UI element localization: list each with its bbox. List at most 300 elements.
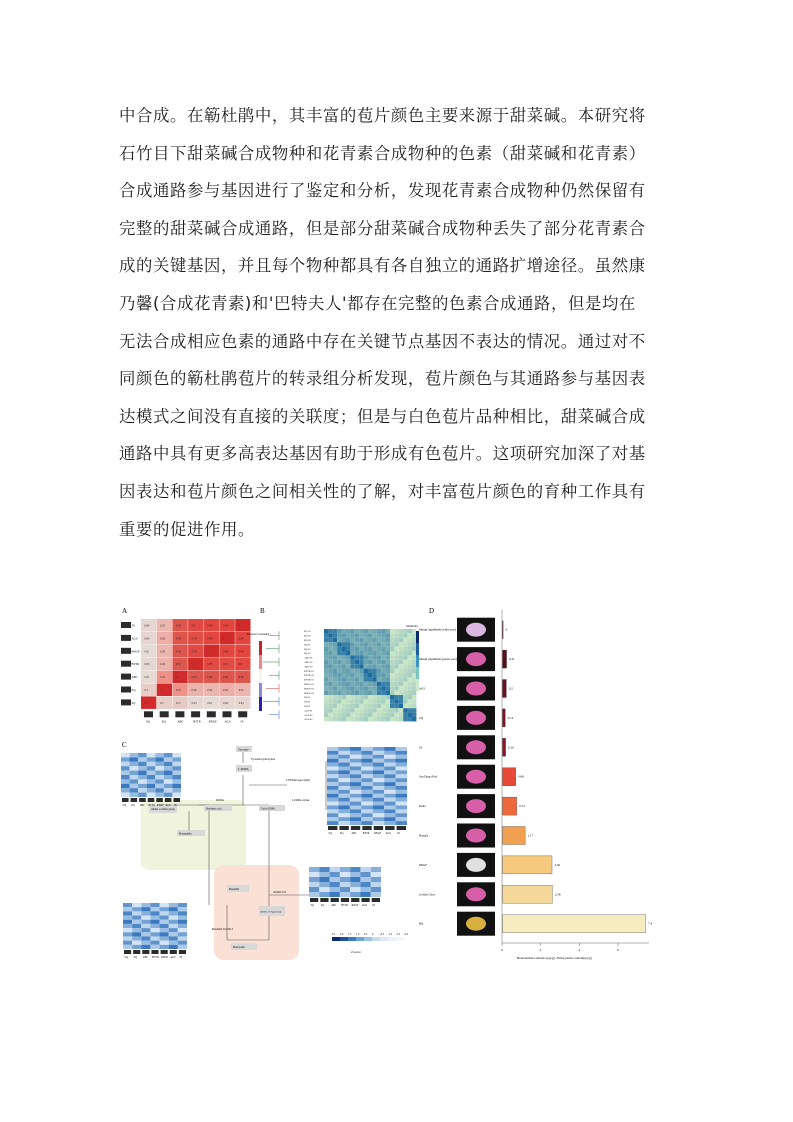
expression-cell — [371, 887, 381, 892]
expression-cell — [164, 771, 173, 775]
similarity-cell — [355, 695, 359, 699]
similarity-cell — [412, 633, 416, 637]
thumbnail — [121, 622, 131, 628]
leaf-label: ABC-02 — [304, 661, 313, 664]
similarity-cell — [324, 647, 328, 651]
expression-cell — [340, 872, 350, 877]
expression-cell — [373, 782, 384, 786]
similarity-cell — [346, 677, 350, 681]
cell-value: 0.23 — [160, 624, 166, 628]
similarity-cell — [342, 651, 346, 655]
similarity-cell — [337, 682, 341, 686]
similarity-cell — [408, 642, 412, 646]
expression-cell — [164, 762, 173, 766]
similarity-cell — [372, 664, 376, 668]
expression-cell — [360, 872, 370, 877]
expression-cell — [121, 779, 130, 783]
similarity-cell — [368, 629, 372, 633]
similarity-cell — [342, 699, 346, 703]
node-betacyanin-label: Betacyanin — [233, 946, 245, 949]
thumbnail — [121, 648, 131, 654]
expression-cell — [396, 763, 407, 767]
similarity-cell — [324, 629, 328, 633]
similarity-cell — [381, 691, 385, 695]
expression-cell — [121, 784, 130, 788]
expression-cell — [155, 771, 164, 775]
expression-cell — [147, 771, 156, 775]
similarity-cell — [390, 695, 394, 699]
cell-value: 1 — [223, 637, 225, 641]
similarity-cell — [346, 655, 350, 659]
expression-cell — [338, 774, 349, 778]
expression-cell — [327, 813, 338, 817]
similarity-cell — [359, 629, 363, 633]
similarity-cell — [403, 633, 407, 637]
similarity-cell — [412, 638, 416, 642]
similarity-cell — [403, 682, 407, 686]
similarity-cell — [412, 682, 416, 686]
thumbnail — [148, 798, 155, 802]
expression-cell — [361, 817, 372, 821]
expression-cell — [396, 774, 407, 778]
similarity-cell — [324, 669, 328, 673]
similarity-cell — [368, 699, 372, 703]
expression-cell — [141, 911, 150, 915]
expression-cell — [169, 941, 178, 945]
expression-cell — [130, 757, 139, 761]
similarity-cell — [333, 647, 337, 651]
category-label: HQ — [419, 921, 424, 926]
similarity-cell — [381, 717, 385, 721]
cell-value: 0.47 — [175, 689, 181, 692]
heatmap-cell — [220, 632, 235, 645]
expression-cell — [160, 928, 169, 932]
expression-cell — [361, 782, 372, 786]
similarity-cell — [372, 638, 376, 642]
similarity-cell — [394, 655, 398, 659]
similarity-cell — [324, 682, 328, 686]
similarity-cell — [337, 691, 341, 695]
heatmap-cell — [235, 619, 250, 632]
sample-label: AGS — [361, 904, 368, 907]
similarity-cell — [346, 660, 350, 664]
expression-cell — [338, 806, 349, 810]
similarity-legend-swatch — [416, 631, 419, 643]
expression-cell — [373, 802, 384, 806]
expression-cell — [169, 928, 178, 932]
expression-cell — [373, 759, 384, 763]
paragraph-line: 同颜色的簕杜鹃苞片的转录组分析发现，苞片颜色与其通路参与基因表 — [119, 369, 646, 389]
thumbnail — [310, 898, 318, 902]
similarity-cell — [359, 647, 363, 651]
thumbnail — [385, 826, 394, 830]
col-label: AGS — [224, 719, 231, 724]
expression-cell — [123, 936, 132, 940]
cyp-label: CYP76AD gene family — [286, 779, 311, 782]
similarity-cell — [355, 686, 359, 690]
bract-shape — [466, 770, 486, 784]
expression-cell — [160, 941, 169, 945]
expression-cell — [150, 911, 159, 915]
expression-cell — [319, 892, 329, 897]
similarity-cell — [386, 638, 390, 642]
sample-label: ZQ — [339, 832, 344, 835]
similarity-cell — [324, 638, 328, 642]
similarity-cell — [399, 669, 403, 673]
bar-value-label: 0.68 — [518, 774, 524, 779]
expression-cell — [396, 770, 407, 774]
expression-cell — [172, 788, 181, 792]
zscore-tick: -1.5 — [396, 933, 401, 936]
node-tyrosine-label: Tyrosine — [238, 747, 249, 752]
similarity-cell — [394, 677, 398, 681]
expression-cell — [361, 763, 372, 767]
expression-cell — [150, 928, 159, 932]
expression-cell — [396, 782, 407, 786]
similarity-cell — [412, 664, 416, 668]
expression-cell — [160, 920, 169, 924]
expression-cell — [350, 867, 360, 872]
similarity-cell — [412, 717, 416, 721]
zscore-tick: -2.0 — [404, 933, 409, 936]
expression-cell — [396, 798, 407, 802]
similarity-cell — [412, 704, 416, 708]
expression-cell — [373, 798, 384, 802]
expression-cell — [350, 802, 361, 806]
similarity-cell — [403, 647, 407, 651]
similarity-cell — [403, 655, 407, 659]
cell-value: 0.03 — [191, 701, 197, 705]
panel-label-a: A — [122, 607, 128, 615]
expression-cell — [138, 784, 147, 788]
similarity-cell — [333, 660, 337, 664]
similarity-cell — [408, 664, 412, 668]
thumbnail — [223, 711, 232, 717]
cell-value: 0.78 — [191, 650, 197, 654]
similarity-cell — [394, 682, 398, 686]
expression-cell — [361, 790, 372, 794]
expression-cell — [130, 753, 139, 757]
expression-cell — [123, 924, 132, 928]
cell-value: 0.84 — [207, 624, 213, 628]
similarity-cell — [337, 638, 341, 642]
expression-cell — [360, 882, 370, 887]
similarity-cell — [359, 713, 363, 717]
expression-cell — [350, 821, 361, 825]
similarity-cell — [342, 682, 346, 686]
bract-shape — [466, 917, 486, 931]
paragraph-line: 完整的甜菜碱合成通路，但是部分甜菜碱合成物种丢失了部分花青素合 — [119, 218, 646, 238]
similarity-cell — [394, 664, 398, 668]
expression-cell — [178, 932, 187, 936]
thumbnail — [320, 898, 328, 902]
pearson-legend-swatch — [259, 697, 262, 711]
similarity-cell — [394, 660, 398, 664]
similarity-cell — [381, 655, 385, 659]
similarity-cell — [412, 708, 416, 712]
similarity-cell — [333, 686, 337, 690]
similarity-cell — [355, 642, 359, 646]
similarity-cell — [328, 699, 332, 703]
similarity-cell — [408, 647, 412, 651]
similarity-cell — [350, 691, 354, 695]
paragraph-line: 乃馨(合成花青素)和'巴特夫人'都存在完整的色素合成通路，但是均在 — [119, 293, 636, 313]
expression-cell — [384, 778, 395, 782]
similarity-cell — [368, 691, 372, 695]
expression-cell — [384, 806, 395, 810]
similarity-cell — [377, 638, 381, 642]
similarity-cell — [386, 704, 390, 708]
expression-cell — [396, 809, 407, 813]
similarity-cell — [350, 673, 354, 677]
expression-cell — [361, 747, 372, 751]
similarity-cell — [390, 655, 394, 659]
expression-cell — [350, 882, 360, 887]
similarity-cell — [342, 691, 346, 695]
bar-value-label: 2.58 — [554, 892, 561, 897]
similarity-cell — [381, 699, 385, 703]
similarity-cell — [359, 691, 363, 695]
similarity-cell — [403, 708, 407, 712]
expression-cell — [309, 872, 319, 877]
similarity-cell — [408, 660, 412, 664]
expression-cell — [141, 945, 150, 949]
expression-cell — [338, 813, 349, 817]
similarity-cell — [328, 655, 332, 659]
thumbnail — [121, 661, 131, 667]
similarity-cell — [324, 664, 328, 668]
heatmap-cell — [157, 684, 172, 697]
leaf-label: RNGF-01 — [304, 683, 315, 686]
cell-value: 0.1 — [144, 689, 148, 692]
sample-label: ZQ — [131, 804, 135, 807]
expression-cell — [338, 763, 349, 767]
expression-cell — [121, 762, 130, 766]
similarity-cell — [324, 651, 328, 655]
category-label: Golden Glow — [419, 892, 436, 897]
similarity-cell — [328, 717, 332, 721]
bar — [503, 885, 553, 903]
similarity-cell — [350, 713, 354, 717]
expression-cell — [309, 892, 319, 897]
paragraph-line: 无法合成相应色素的通路中存在关键节点基因不表达的情况。通过对不 — [119, 331, 646, 351]
expression-cell — [121, 788, 130, 792]
similarity-cell — [381, 629, 385, 633]
similarity-cell — [368, 651, 372, 655]
similarity-cell — [386, 691, 390, 695]
expression-cell — [340, 882, 350, 887]
similarity-cell — [390, 677, 394, 681]
similarity-cell — [342, 717, 346, 721]
similarity-cell — [328, 647, 332, 651]
similarity-cell — [364, 669, 368, 673]
similarity-cell — [412, 695, 416, 699]
cell-value: 0.84 — [238, 637, 244, 641]
similarity-cell — [359, 677, 363, 681]
expression-cell — [361, 774, 372, 778]
similarity-cell — [403, 651, 407, 655]
cell-value: 0.1 — [160, 701, 164, 705]
cell-value: 1 — [207, 650, 209, 654]
similarity-cell — [408, 677, 412, 681]
expression-cell — [384, 767, 395, 771]
bar — [503, 621, 504, 639]
panel-a-correlation-heatmap — [121, 619, 251, 723]
similarity-cell — [386, 682, 390, 686]
similarity-cell — [399, 638, 403, 642]
expression-cell — [147, 793, 156, 797]
similarity-cell — [328, 673, 332, 677]
expression-cell — [327, 770, 338, 774]
similarity-cell — [324, 708, 328, 712]
similarity-cell — [408, 633, 412, 637]
expression-cell — [155, 757, 164, 761]
expression-cell — [361, 759, 372, 763]
similarity-cell — [350, 651, 354, 655]
leaf-label: SQ-03 — [304, 652, 311, 656]
body-paragraph — [119, 97, 679, 548]
similarity-cell — [412, 655, 416, 659]
similarity-cell — [350, 717, 354, 721]
leaf-label: ABC-01 — [304, 656, 313, 660]
similarity-cell — [394, 638, 398, 642]
expression-cell — [350, 798, 361, 802]
similarity-cell — [386, 713, 390, 717]
similarity-cell — [394, 651, 398, 655]
similarity-cell — [399, 686, 403, 690]
similarity-cell — [390, 642, 394, 646]
similarity-cell — [337, 669, 341, 673]
similarity-cell — [346, 642, 350, 646]
similarity-cell — [359, 682, 363, 686]
similarity-cell — [333, 673, 337, 677]
similarity-cell — [381, 686, 385, 690]
similarity-cell — [408, 717, 412, 721]
node-betalamic-label: Betalamic acid — [206, 807, 222, 811]
similarity-cell — [381, 647, 385, 651]
similarity-cell — [359, 642, 363, 646]
heatmap-cell — [172, 671, 187, 684]
similarity-cell — [399, 664, 403, 668]
bar-value-label: 0.21 — [509, 657, 515, 662]
bar — [503, 738, 506, 756]
expression-cell — [123, 932, 132, 936]
expression-cell — [330, 872, 340, 877]
expression-cell — [130, 784, 139, 788]
cell-value: 0.29 — [160, 637, 166, 641]
expression-cell — [361, 806, 372, 810]
similarity-cell — [337, 713, 341, 717]
similarity-cell — [386, 651, 390, 655]
similarity-cell — [390, 708, 394, 712]
expression-cell — [164, 753, 173, 757]
expression-cell — [147, 762, 156, 766]
similarity-cell — [386, 660, 390, 664]
similarity-cell — [390, 673, 394, 677]
hydroxylase-label: Tyrosine hydroxylase — [251, 758, 276, 761]
similarity-cell — [368, 660, 372, 664]
similarity-cell — [381, 673, 385, 677]
expression-cell — [130, 775, 139, 779]
panel-label-c: C — [122, 741, 127, 749]
node-cyclo-label: Cyclo-DOPA — [261, 807, 275, 811]
similarity-cell — [403, 664, 407, 668]
similarity-cell — [328, 664, 332, 668]
sample-label: BTTR — [148, 804, 155, 807]
thumbnail — [374, 826, 383, 830]
expression-cell — [141, 941, 150, 945]
similarity-cell — [324, 699, 328, 703]
similarity-cell — [328, 629, 332, 633]
similarity-cell — [364, 647, 368, 651]
similarity-cell — [328, 651, 332, 655]
expression-cell — [169, 903, 178, 907]
x-tick-label: 6 — [617, 948, 619, 952]
similarity-cell — [355, 664, 359, 668]
similarity-cell — [394, 642, 398, 646]
similarity-cell — [342, 638, 346, 642]
category-label: HongQ — [419, 833, 428, 838]
similarity-cell — [337, 655, 341, 659]
similarity-cell — [386, 699, 390, 703]
similarity-cell — [364, 664, 368, 668]
similarity-cell — [337, 629, 341, 633]
expression-cell — [373, 751, 384, 755]
expression-cell — [361, 751, 372, 755]
expression-cell — [384, 821, 395, 825]
similarity-cell — [399, 691, 403, 695]
similarity-cell — [324, 691, 328, 695]
expression-cell — [172, 793, 181, 797]
similarity-cell — [412, 691, 416, 695]
expression-cell — [327, 751, 338, 755]
similarity-cell — [364, 699, 368, 703]
similarity-cell — [346, 704, 350, 708]
leaf-label: ZQ-01 — [304, 630, 311, 634]
similarity-cell — [359, 673, 363, 677]
similarity-cell — [390, 704, 394, 708]
col-label: RNGF — [208, 719, 217, 724]
expression-cell — [147, 766, 156, 770]
leaf-label: ZQ-03 — [304, 639, 311, 642]
similarity-cell — [386, 708, 390, 712]
similarity-cell — [350, 633, 354, 637]
similarity-cell — [324, 686, 328, 690]
similarity-cell — [368, 642, 372, 646]
similarity-cell — [346, 708, 350, 712]
leaf-label: ZQ-02 — [304, 634, 311, 638]
similarity-cell — [399, 647, 403, 651]
expression-cell — [360, 867, 370, 872]
leaf-label: JX-03 — [304, 705, 311, 708]
expression-cell — [178, 928, 187, 932]
similarity-cell — [386, 673, 390, 677]
similarity-cell — [403, 673, 407, 677]
similarity-cell — [399, 677, 403, 681]
bar-value-label: 0.14 — [507, 715, 514, 720]
bar — [503, 797, 517, 815]
expression-cell — [338, 794, 349, 798]
similarity-cell — [364, 655, 368, 659]
bar-value-label: 7.4 — [648, 921, 653, 926]
expression-cell — [340, 877, 350, 882]
similarity-cell — [386, 629, 390, 633]
expression-cell — [138, 766, 147, 770]
similarity-cell — [359, 686, 363, 690]
thumbnail — [156, 798, 163, 802]
expression-cell — [169, 932, 178, 936]
thumbnail — [351, 826, 360, 830]
